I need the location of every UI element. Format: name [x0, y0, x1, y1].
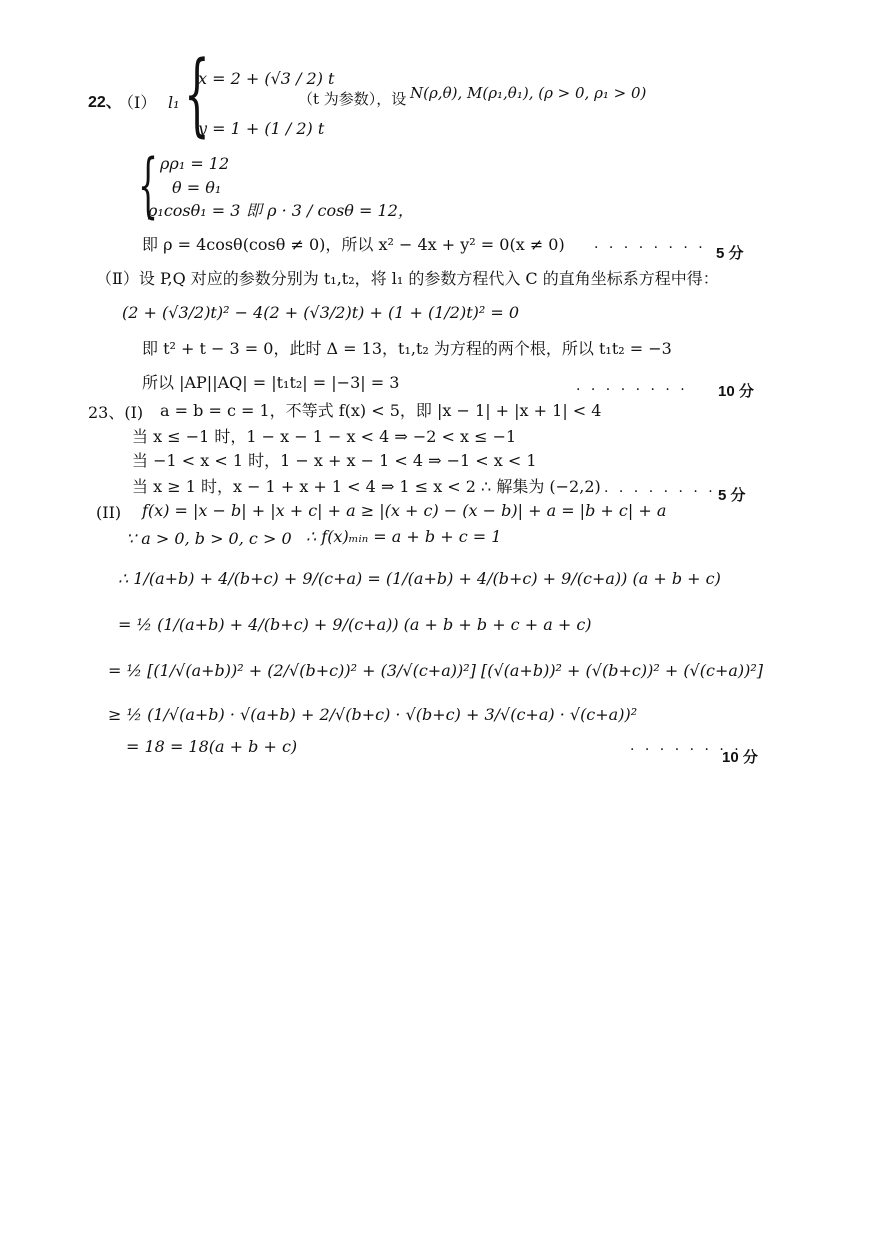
q23-score-5: 5 分	[718, 487, 746, 504]
q22-part2-quad: 即 t² + t − 3 = 0，此时 Δ = 13，t₁,t₂ 为方程的两个根，所以 t₁t₂ = −3	[142, 339, 672, 358]
system2-brace: {	[138, 144, 159, 226]
q22-system-y: y = 1 + (1 / 2) t	[198, 119, 325, 138]
system-brace: {	[184, 42, 210, 147]
q22-score-10: 10 分	[718, 383, 754, 400]
q23-intro: a = b = c = 1，不等式 f(x) < 5，即 |x − 1| + |x + 1| < 4	[160, 401, 602, 420]
q22-part2-eq: (2 + (√3/2)t)² − 4(2 + (√3/2)t) + (1 + (1/2)t)² = 0	[122, 303, 520, 322]
q23-part2-f: f(x) = |x − b| + |x + c| + a ≥ |(x + c) − (x − b)| + a = |b + c| + a	[142, 501, 667, 520]
q22-l1: l₁	[168, 93, 180, 112]
dots-separator: · · · · · · · ·	[576, 382, 688, 398]
dots-separator: · · · · · · · ·	[594, 240, 706, 256]
q23-eq5: = 18 = 18(a + b + c)	[126, 737, 298, 756]
q23-label: 23、(Ⅰ)	[88, 403, 144, 422]
dots-separator: · · · · · · · ·	[630, 742, 742, 758]
q22-points: N(ρ,θ), M(ρ₁,θ₁), (ρ > 0, ρ₁ > 0)	[410, 84, 647, 102]
q22-part2-result: 所以 |AP||AQ| = |t₁t₂| = |−3| = 3	[142, 373, 400, 392]
q22-sys2-c: ρ₁cosθ₁ = 3	[148, 201, 241, 220]
q23-case1: 当 x ≤ −1 时，1 − x − 1 − x < 4 ⇒ −2 < x ≤ −1	[132, 427, 517, 446]
q22-sys2-b: θ = θ₁	[172, 178, 222, 197]
q22-score-5: 5 分	[716, 245, 744, 262]
q23-part2-cond: ∵ a > 0, b > 0, c > 0	[126, 529, 292, 548]
q22-line-polar: 即 ρ = 4cosθ(cosθ ≠ 0)，所以 x² − 4x + y² = 0(x ≠ 0)	[142, 235, 565, 254]
dots-separator: · · · · · · · ·	[604, 484, 716, 500]
q22-part1-label: （Ⅰ）	[118, 93, 157, 112]
q23-eq1: ∴ 1/(a+b) + 4/(b+c) + 9/(c+a) = (1/(a+b) + 4/(b+c) + 9/(c+a)) (a + b + c)	[118, 569, 721, 588]
q22-part2-text: （Ⅱ）设 P,Q 对应的参数分别为 t₁,t₂，将 l₁ 的参数方程代入 C 的直角坐标系方程中得：	[96, 269, 719, 288]
q23-part2-label: (II)	[96, 503, 122, 522]
q22-sys2-a: ρρ₁ = 12	[160, 154, 230, 173]
q23-part2-min: ∴ f(x)ₘᵢₙ = a + b + c = 1	[306, 527, 502, 546]
q23-case2: 当 −1 < x < 1 时，1 − x + x − 1 < 4 ⇒ −1 < x < 1	[132, 451, 537, 470]
q22-label: 22、	[88, 94, 122, 111]
q23-eq3: = ½ [(1/√(a+b))² + (2/√(b+c))² + (3/√(c+a))²] [(√(a+b))² + (√(b+c))² + (√(c+a))²]	[108, 661, 764, 680]
q22-system-x: x = 2 + (√3 / 2) t	[198, 69, 335, 88]
q23-eq2: = ½ (1/(a+b) + 4/(b+c) + 9/(c+a)) (a + b + b + c + a + c)	[118, 615, 592, 634]
q22-sys2-tail: 即 ρ · 3 / cosθ = 12，	[246, 201, 414, 220]
q23-score-10: 10 分	[722, 749, 758, 766]
q22-param-note: （t 为参数），设	[298, 90, 407, 108]
q23-eq4: ≥ ½ (1/√(a+b) · √(a+b) + 2/√(b+c) · √(b+c) + 3/√(c+a) · √(c+a))²	[108, 705, 638, 724]
q23-case3: 当 x ≥ 1 时，x − 1 + x + 1 < 4 ⇒ 1 ≤ x < 2 ∴ 解集为 (−2,2)	[132, 477, 601, 496]
